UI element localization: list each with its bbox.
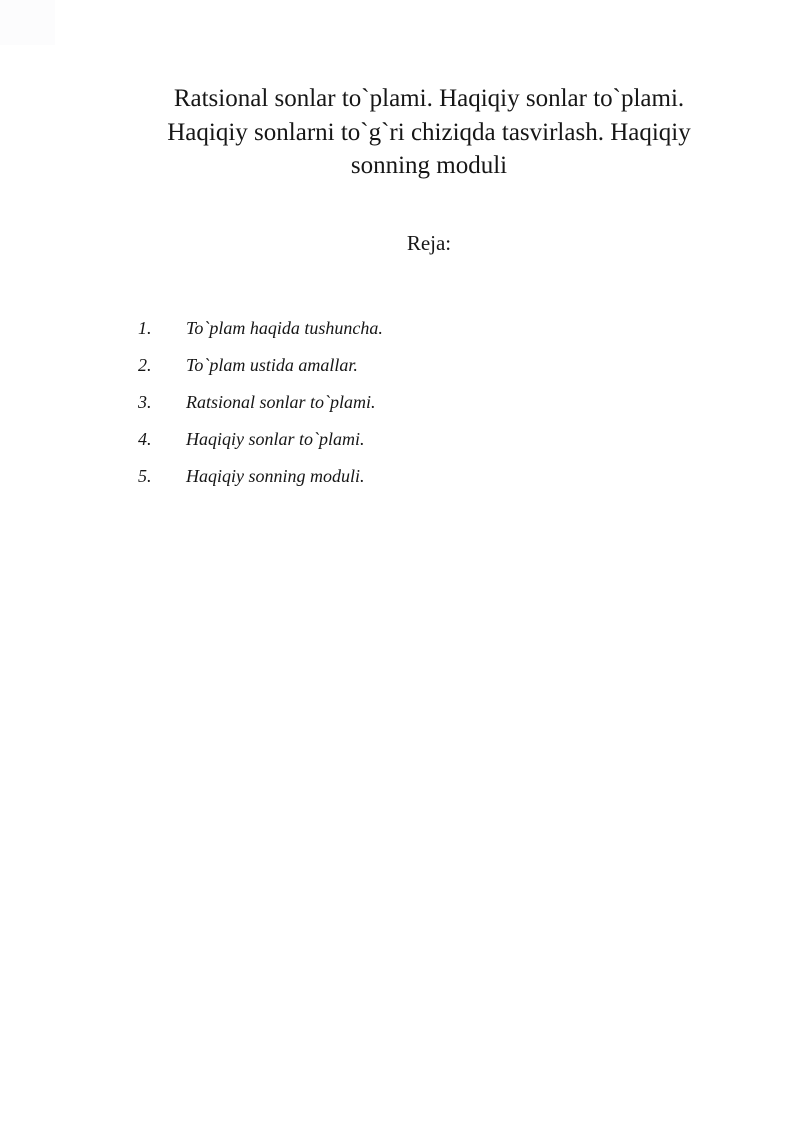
title-line-3: sonning moduli	[350, 152, 508, 179]
document-title	[119, 82, 739, 183]
list-item	[138, 310, 800, 347]
item-text: To`plam haqida tushuncha.	[186, 317, 383, 338]
scan-artifact	[0, 0, 55, 45]
list-item	[138, 421, 800, 458]
item-number: 1.	[138, 317, 152, 338]
list-item	[138, 384, 800, 421]
item-text: To`plam ustida amallar.	[186, 354, 358, 375]
item-number: 4.	[138, 428, 152, 449]
item-text: Haqiqiy sonlar to`plami.	[186, 428, 365, 449]
item-number: 2.	[138, 354, 152, 375]
item-text: Haqiqiy sonning moduli.	[186, 465, 365, 486]
list-item	[138, 347, 800, 384]
item-text: Ratsional sonlar to`plami.	[186, 391, 376, 412]
title-line-1: Ratsional sonlar to`plami. Haqiqiy sonlar to`plami.	[173, 85, 685, 112]
list-item	[138, 458, 800, 495]
plan-heading: Reja:	[406, 230, 452, 255]
plan-list	[138, 310, 800, 495]
item-number: 3.	[138, 391, 152, 412]
title-line-2: Haqiqiy sonlarni to`g`ri chiziqda tasvirlash. Haqiqiy	[167, 118, 691, 146]
item-number: 5.	[138, 465, 152, 486]
